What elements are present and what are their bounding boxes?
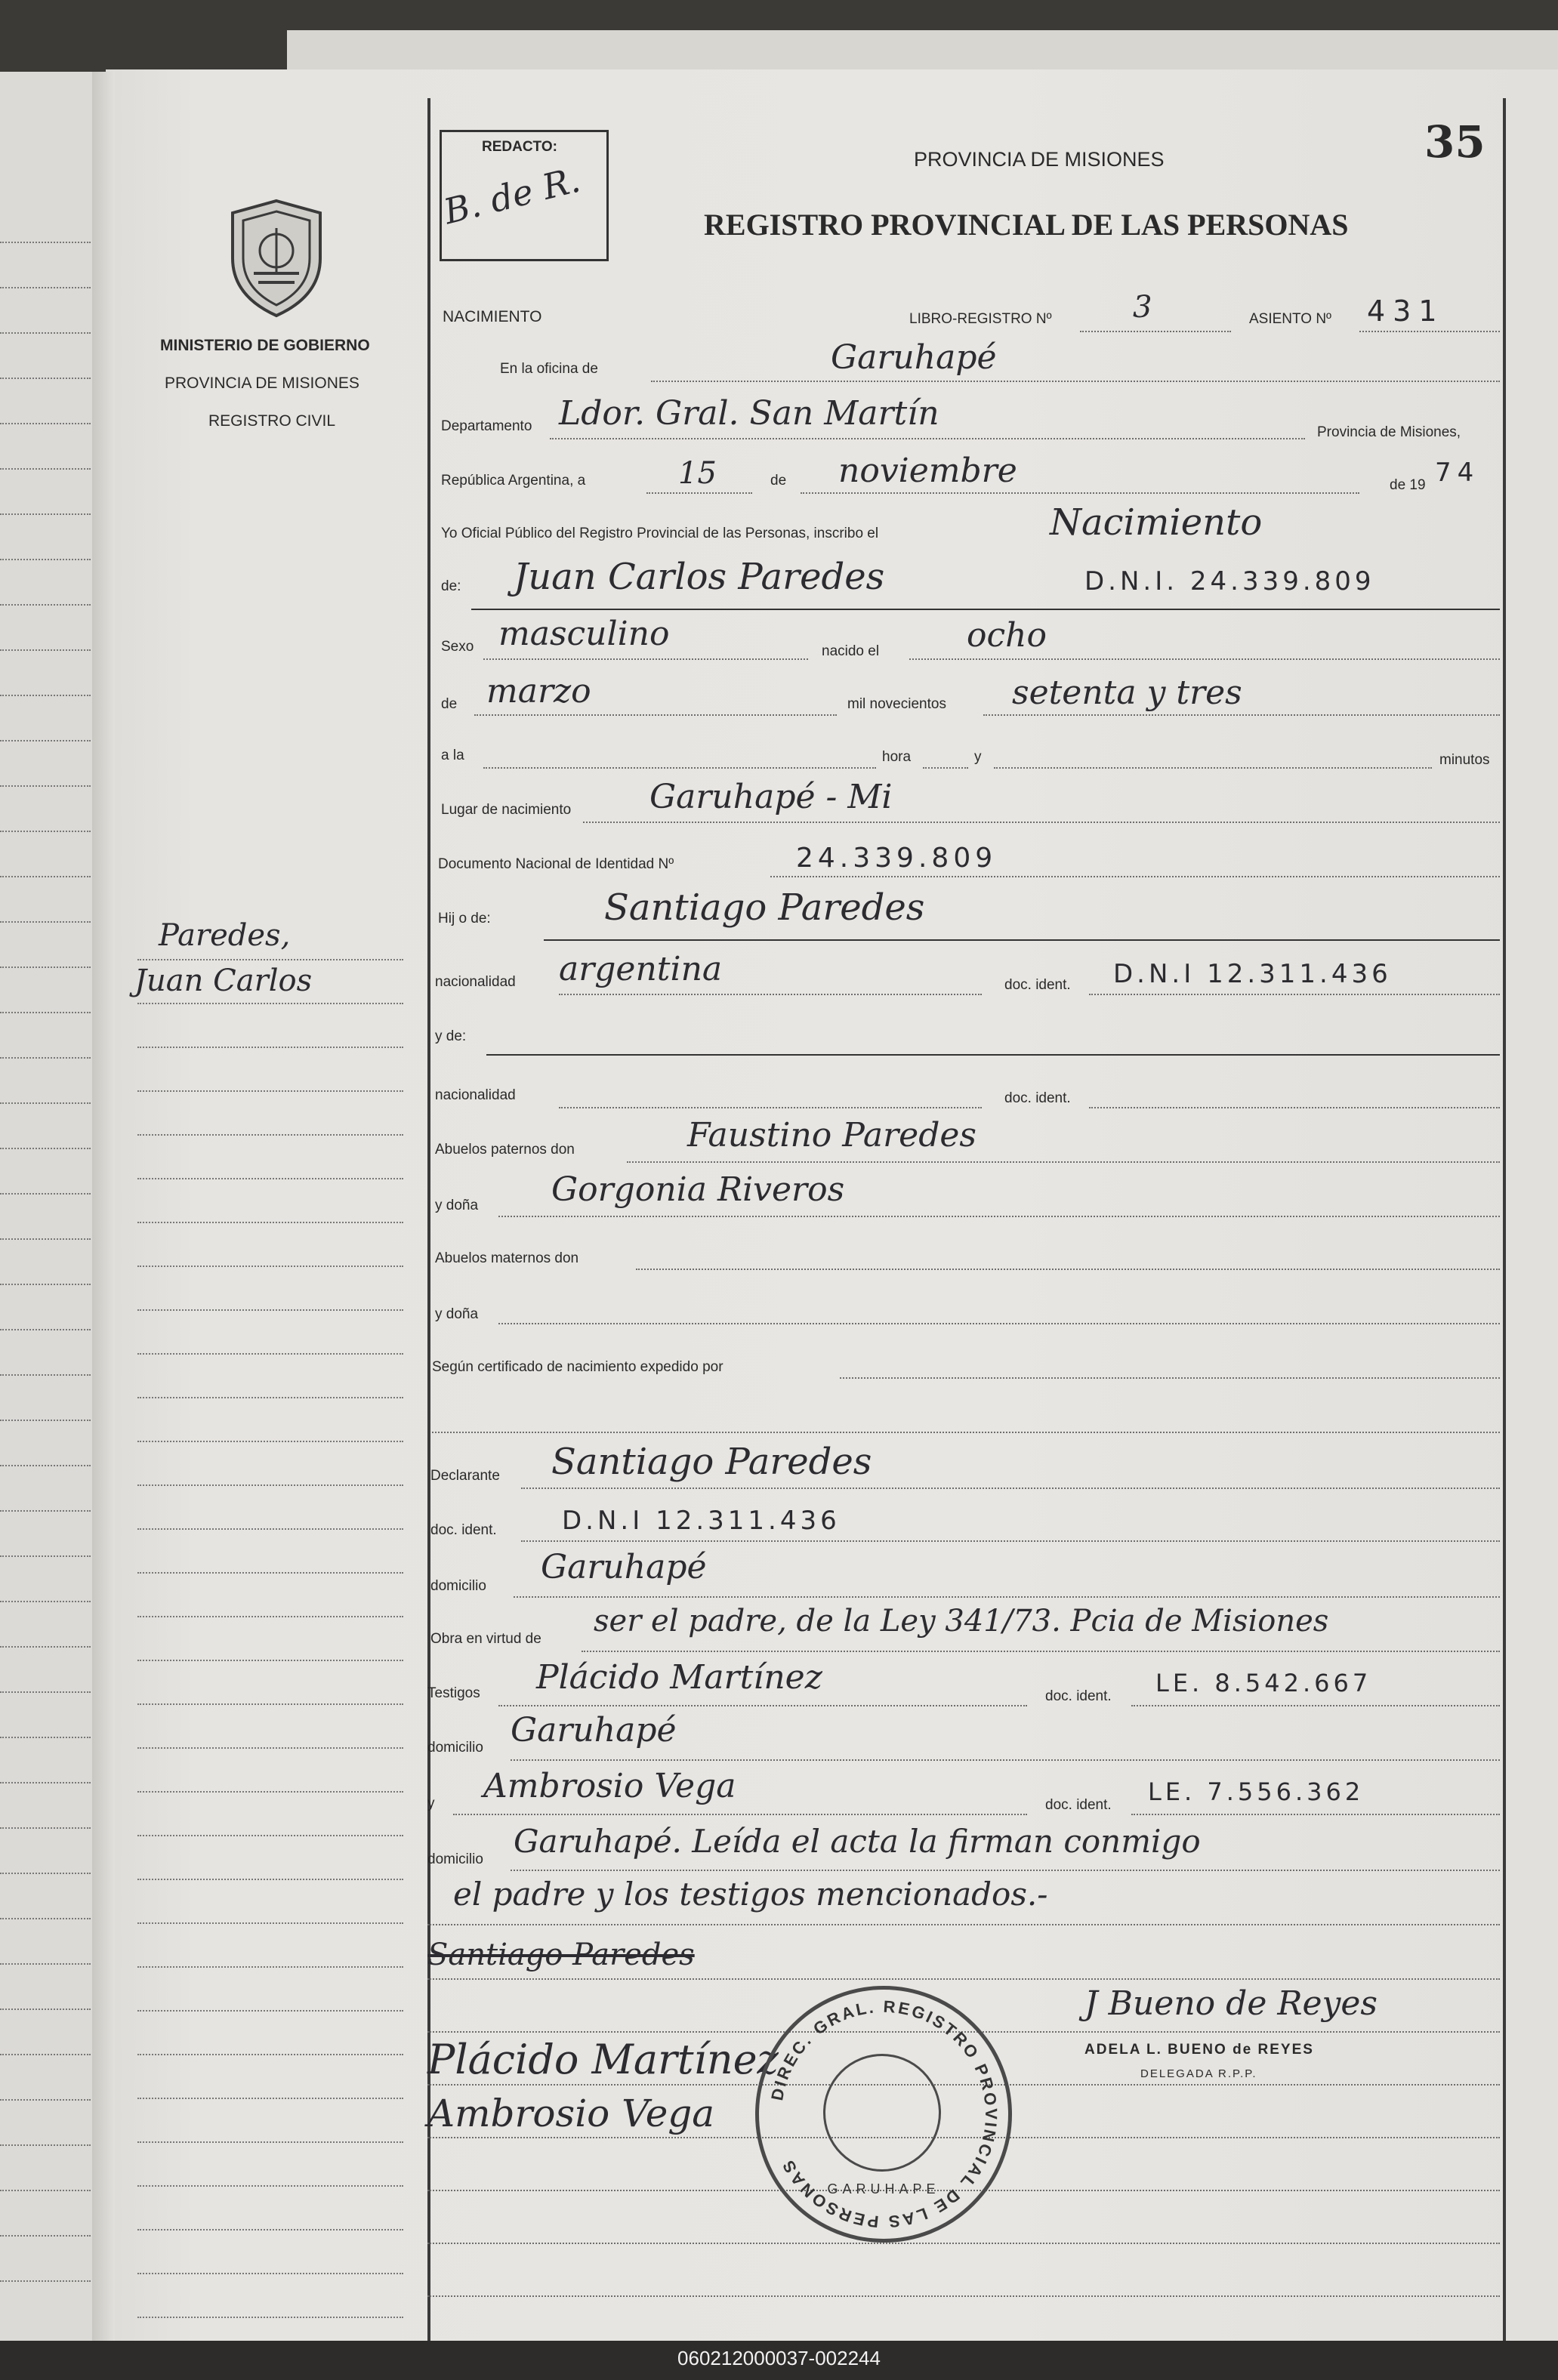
dia-value: 15 <box>678 456 717 491</box>
hora-label: hora <box>882 749 912 765</box>
nacido-value: ocho <box>967 616 1047 655</box>
sexo-value: masculino <box>498 615 670 653</box>
yde-label: y de: <box>435 1028 467 1044</box>
margin-note-line1: Paredes, <box>159 918 291 953</box>
docident2-label: doc. ident. <box>1004 1090 1071 1106</box>
image-caption: 060212000037-002244 <box>677 2347 881 2369</box>
testigo2-value: Ambrosio Vega <box>483 1767 736 1805</box>
docident5-label: doc. ident. <box>1045 1797 1112 1813</box>
signature-official: J Bueno de Reyes <box>1084 1984 1378 2023</box>
testigo1-doc-value: LE. 8.542.667 <box>1155 1669 1372 1697</box>
seal-text: DIREC. GRAL. REGISTRO PROVINCIAL DE LAS PERSONAS <box>767 1996 1001 2232</box>
sexo-label: Sexo <box>441 639 474 655</box>
testigo1-dom-value: Garuhapé <box>511 1711 677 1750</box>
oficina-label: En la oficina de <box>500 361 598 377</box>
domicilio-value: Garuhapé <box>541 1548 707 1586</box>
nacionalidad2-label: nacionalidad <box>435 1087 516 1103</box>
ydona2-label: y doña <box>435 1306 479 1322</box>
hijo-label: Hij o de: <box>438 911 491 926</box>
signature-ambrosio: Ambrosio Vega <box>427 2092 715 2135</box>
de-label: de <box>770 473 787 489</box>
nacimiento-label: NACIMIENTO <box>443 308 542 325</box>
page-number: 35 <box>1424 116 1485 168</box>
departamento-label: Departamento <box>441 418 532 434</box>
asiento-label: ASIENTO Nº <box>1249 311 1331 327</box>
segun-label: Según certificado de nacimiento expedido por <box>432 1359 723 1375</box>
abuela-p-value: Gorgonia Riveros <box>551 1170 845 1209</box>
testigo1-value: Plácido Martínez <box>536 1658 822 1697</box>
anio-nac-value: setenta y tres <box>1012 674 1242 712</box>
form-frame-left <box>427 98 430 2341</box>
anio-label: de 19 <box>1390 477 1426 493</box>
lugar-value: Garuhapé - Mi <box>649 778 893 816</box>
mes-nac-value: marzo <box>486 672 591 711</box>
documento-label: Documento Nacional de Identidad Nº <box>438 856 674 872</box>
libro-label: LIBRO-REGISTRO Nº <box>909 311 1052 327</box>
left-page <box>0 72 106 2341</box>
signature-placido: Plácido Martínez <box>427 2036 779 2083</box>
libro-value: 3 <box>1133 290 1152 325</box>
padre-doc-value: D.N.I 12.311.436 <box>1113 959 1392 989</box>
book-top-edge <box>0 0 1558 72</box>
signature-santiago: Santiago Paredes <box>427 1938 695 1972</box>
y-label: y <box>974 749 982 765</box>
y2-label: y <box>427 1796 435 1811</box>
official-stamp-role: DELEGADA R.P.P. <box>1140 2067 1257 2080</box>
abuelo-p-value: Faustino Paredes <box>687 1116 976 1155</box>
domicilio3-label: domicilio <box>427 1851 483 1867</box>
coat-of-arms-emblem <box>224 198 329 319</box>
seal-ring-text <box>755 1986 1012 2243</box>
inscribo-value: Nacimiento <box>1050 501 1263 544</box>
testigo2-doc-value: LE. 7.556.362 <box>1148 1777 1365 1806</box>
ala-label: a la <box>441 748 464 763</box>
docident4-label: doc. ident. <box>1045 1688 1112 1704</box>
seal-place: GARUHAPE <box>827 2181 940 2197</box>
ydona-label: y doña <box>435 1198 479 1213</box>
ministry-line3: REGISTRO CIVIL <box>208 412 336 430</box>
inscribo-label: Yo Oficial Público del Registro Provincial de las Personas, inscribo el <box>441 526 879 541</box>
de3-label: de <box>441 696 458 712</box>
docident-label: doc. ident. <box>1004 977 1071 993</box>
form-frame-right <box>1503 98 1506 2341</box>
mes-value: noviembre <box>838 452 1017 490</box>
nombre-value: Juan Carlos Paredes <box>514 556 885 598</box>
nacido-label: nacido el <box>822 643 880 659</box>
oficina-value: Garuhapé <box>831 338 997 377</box>
dni-value: D.N.I. 24.339.809 <box>1084 566 1375 597</box>
anio-value: 74 <box>1435 458 1480 488</box>
official-stamp-name: ADELA L. BUENO de REYES <box>1084 2042 1314 2058</box>
domicilio2-label: domicilio <box>427 1740 483 1756</box>
redacto-value: B. de R. <box>440 159 585 233</box>
declarante-doc-value: D.N.I 12.311.436 <box>562 1506 841 1536</box>
book-spine <box>92 72 115 2341</box>
de2-label: de: <box>441 578 461 594</box>
obra-label: Obra en virtud de <box>430 1631 541 1647</box>
declarante-label: Declarante <box>430 1468 500 1484</box>
redacto-label: REDACTO: <box>482 139 557 155</box>
docident3-label: doc. ident. <box>430 1522 497 1538</box>
registry-title: REGISTRO PROVINCIAL DE LAS PERSONAS <box>704 208 1349 242</box>
padre-value: Santiago Paredes <box>604 886 925 929</box>
cierre-value: el padre y los testigos mencionados.- <box>453 1876 1048 1913</box>
provincia-label: Provincia de Misiones, <box>1317 424 1461 440</box>
declarante-value: Santiago Paredes <box>551 1441 872 1483</box>
lugar-label: Lugar de nacimiento <box>441 802 572 818</box>
minutos-label: minutos <box>1439 752 1490 768</box>
nacionalidad-label: nacionalidad <box>435 974 516 990</box>
domicilio-label: domicilio <box>430 1578 486 1594</box>
province-title: PROVINCIA DE MISIONES <box>914 148 1165 171</box>
ministry-line2: PROVINCIA DE MISIONES <box>165 375 359 392</box>
testigo2-dom-value: Garuhapé. Leída el acta la firman conmigo <box>514 1823 1201 1860</box>
republica-label: República Argentina, a <box>441 473 586 489</box>
margin-note-line2: Juan Carlos <box>134 963 313 998</box>
obra-value: ser el padre, de la Ley 341/73. Pcia de Misiones <box>594 1604 1329 1639</box>
documento-value: 24.339.809 <box>796 843 998 874</box>
mil-label: mil novecientos <box>847 696 946 712</box>
ministry-line1: MINISTERIO DE GOBIERNO <box>160 337 370 354</box>
abuelos-m-label: Abuelos maternos don <box>435 1250 579 1266</box>
abuelos-p-label: Abuelos paternos don <box>435 1142 575 1158</box>
departamento-value: Ldor. Gral. San Martín <box>559 394 939 433</box>
asiento-value: 431 <box>1367 294 1445 328</box>
nacionalidad-value: argentina <box>559 950 723 988</box>
testigos-label: Testigos <box>427 1685 480 1701</box>
